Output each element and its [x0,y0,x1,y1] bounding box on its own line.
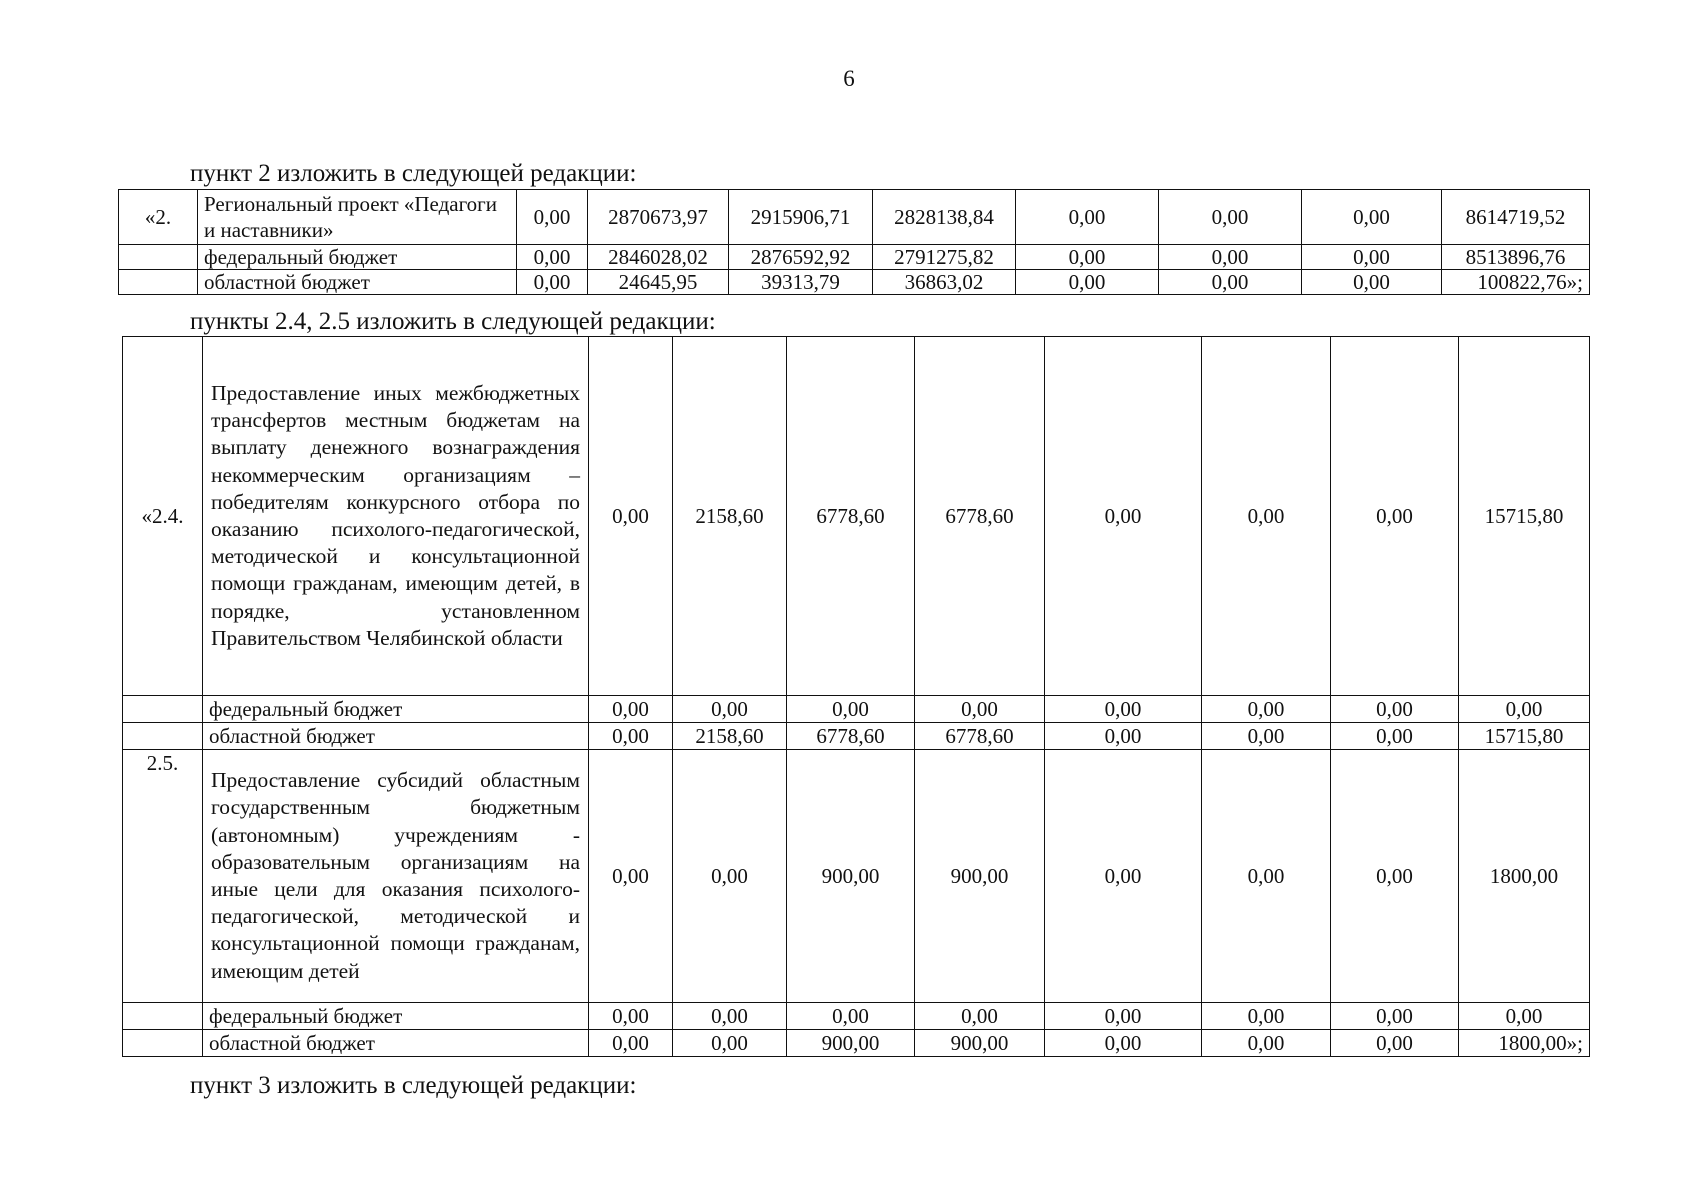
row-number: «2.4. [123,337,203,696]
value-cell: 0,00 [1016,270,1159,295]
value-cell: 0,00 [1045,696,1202,723]
value-cell: 6778,60 [915,337,1045,696]
table-row [123,1030,1590,1057]
value-cell: 0,00 [1331,750,1459,1003]
value-cell: 0,00 [1045,723,1202,750]
row-number [119,245,198,270]
value-cell: 6778,60 [915,723,1045,750]
instruction-points-2-4-2-5: пункты 2.4, 2.5 изложить в следующей редакции: [190,308,716,335]
table-row [119,190,1590,245]
row-title: Предоставление субсидий областным государственным бюджетным (автономным) учреждениям - образовательным организациям на иные цели для оказания психолого-педагогической, методической и консультационной помощи гражданам, имеющим детей [203,750,589,1003]
value-cell: 8513896,76 [1442,245,1590,270]
value-cell: 0,00 [589,696,673,723]
value-cell: 2828138,84 [873,190,1016,245]
value-cell: 8614719,52 [1442,190,1590,245]
page-number: 6 [843,66,855,91]
value-cell: 0,00 [517,270,588,295]
value-cell: 0,00 [1045,337,1202,696]
row-title: федеральный бюджет [198,245,517,270]
value-cell: 0,00 [1159,245,1302,270]
table-row [123,696,1590,723]
table-row [123,750,1590,1003]
value-cell: 2846028,02 [588,245,729,270]
value-cell: 0,00 [1302,245,1442,270]
value-cell: 0,00 [1202,723,1331,750]
value-cell: 0,00 [673,696,787,723]
value-cell: 0,00 [1331,337,1459,696]
value-cell: 0,00 [1331,1003,1459,1030]
table-row [119,245,1590,270]
value-cell: 0,00 [915,1003,1045,1030]
value-cell: 0,00 [1202,337,1331,696]
row-title: областной бюджет [203,723,589,750]
budget-table-point-2 [118,189,1590,295]
budget-table-points-2-4-2-5 [122,336,1590,1057]
value-cell: 0,00 [1302,190,1442,245]
value-cell: 36863,02 [873,270,1016,295]
row-number [123,723,203,750]
value-cell: 0,00 [1016,190,1159,245]
value-cell: 0,00 [517,245,588,270]
value-cell: 15715,80 [1459,723,1590,750]
value-cell: 15715,80 [1459,337,1590,696]
value-cell: 0,00 [1045,1003,1202,1030]
value-cell: 100822,76»; [1442,270,1590,295]
row-title: Предоставление иных межбюджетных трансфертов местным бюджетам на выплату денежного вознаграждения некоммерческим организациям – победителям конкурсного отбора по оказанию психолого-педагогической, методической и консультационной помощи гражданам, имеющим детей, в порядке, установленном Правительством Челябинской области [203,337,589,696]
value-cell: 2915906,71 [729,190,873,245]
value-cell: 0,00 [1016,245,1159,270]
value-cell: 0,00 [673,1003,787,1030]
value-cell: 2876592,92 [729,245,873,270]
value-cell: 1800,00 [1459,750,1590,1003]
value-cell: 0,00 [589,723,673,750]
value-cell: 2158,60 [673,723,787,750]
value-cell: 39313,79 [729,270,873,295]
value-cell: 0,00 [1459,696,1590,723]
value-cell: 0,00 [589,1003,673,1030]
value-cell: 6778,60 [787,723,915,750]
value-cell: 0,00 [673,1030,787,1057]
value-cell: 2870673,97 [588,190,729,245]
value-cell: 2791275,82 [873,245,1016,270]
value-cell: 0,00 [1459,1003,1590,1030]
value-cell: 0,00 [1331,723,1459,750]
value-cell: 0,00 [1331,1030,1459,1057]
row-title: Региональный проект «Педагоги и наставники» [198,190,517,245]
value-cell: 0,00 [1202,1003,1331,1030]
value-cell: 0,00 [1202,750,1331,1003]
value-cell: 0,00 [915,696,1045,723]
value-cell: 0,00 [1045,1030,1202,1057]
row-title: федеральный бюджет [203,1003,589,1030]
row-title: областной бюджет [198,270,517,295]
instruction-point-3: пункт 3 изложить в следующей редакции: [190,1072,637,1099]
value-cell: 0,00 [1302,270,1442,295]
row-number [123,696,203,723]
value-cell: 0,00 [589,337,673,696]
value-cell: 900,00 [787,1030,915,1057]
row-title: областной бюджет [203,1030,589,1057]
value-cell: 0,00 [1202,696,1331,723]
value-cell: 900,00 [915,750,1045,1003]
table-row [123,723,1590,750]
value-cell: 0,00 [787,696,915,723]
row-title: федеральный бюджет [203,696,589,723]
value-cell: 0,00 [1331,696,1459,723]
row-number [123,1003,203,1030]
instruction-point-2: пункт 2 изложить в следующей редакции: [190,160,637,187]
table-row [123,1003,1590,1030]
value-cell: 900,00 [915,1030,1045,1057]
value-cell: 6778,60 [787,337,915,696]
value-cell: 24645,95 [588,270,729,295]
value-cell: 0,00 [1159,270,1302,295]
value-cell: 0,00 [1045,750,1202,1003]
row-number: «2. [119,190,198,245]
value-cell: 900,00 [787,750,915,1003]
row-number [119,270,198,295]
row-number: 2.5. [123,750,203,1003]
value-cell: 0,00 [517,190,588,245]
value-cell: 0,00 [787,1003,915,1030]
value-cell: 0,00 [1159,190,1302,245]
value-cell: 0,00 [589,1030,673,1057]
value-cell: 0,00 [589,750,673,1003]
table-row [119,270,1590,295]
value-cell: 0,00 [673,750,787,1003]
value-cell: 0,00 [1202,1030,1331,1057]
table-row [123,337,1590,696]
value-cell: 2158,60 [673,337,787,696]
value-cell: 1800,00»; [1459,1030,1590,1057]
row-number [123,1030,203,1057]
